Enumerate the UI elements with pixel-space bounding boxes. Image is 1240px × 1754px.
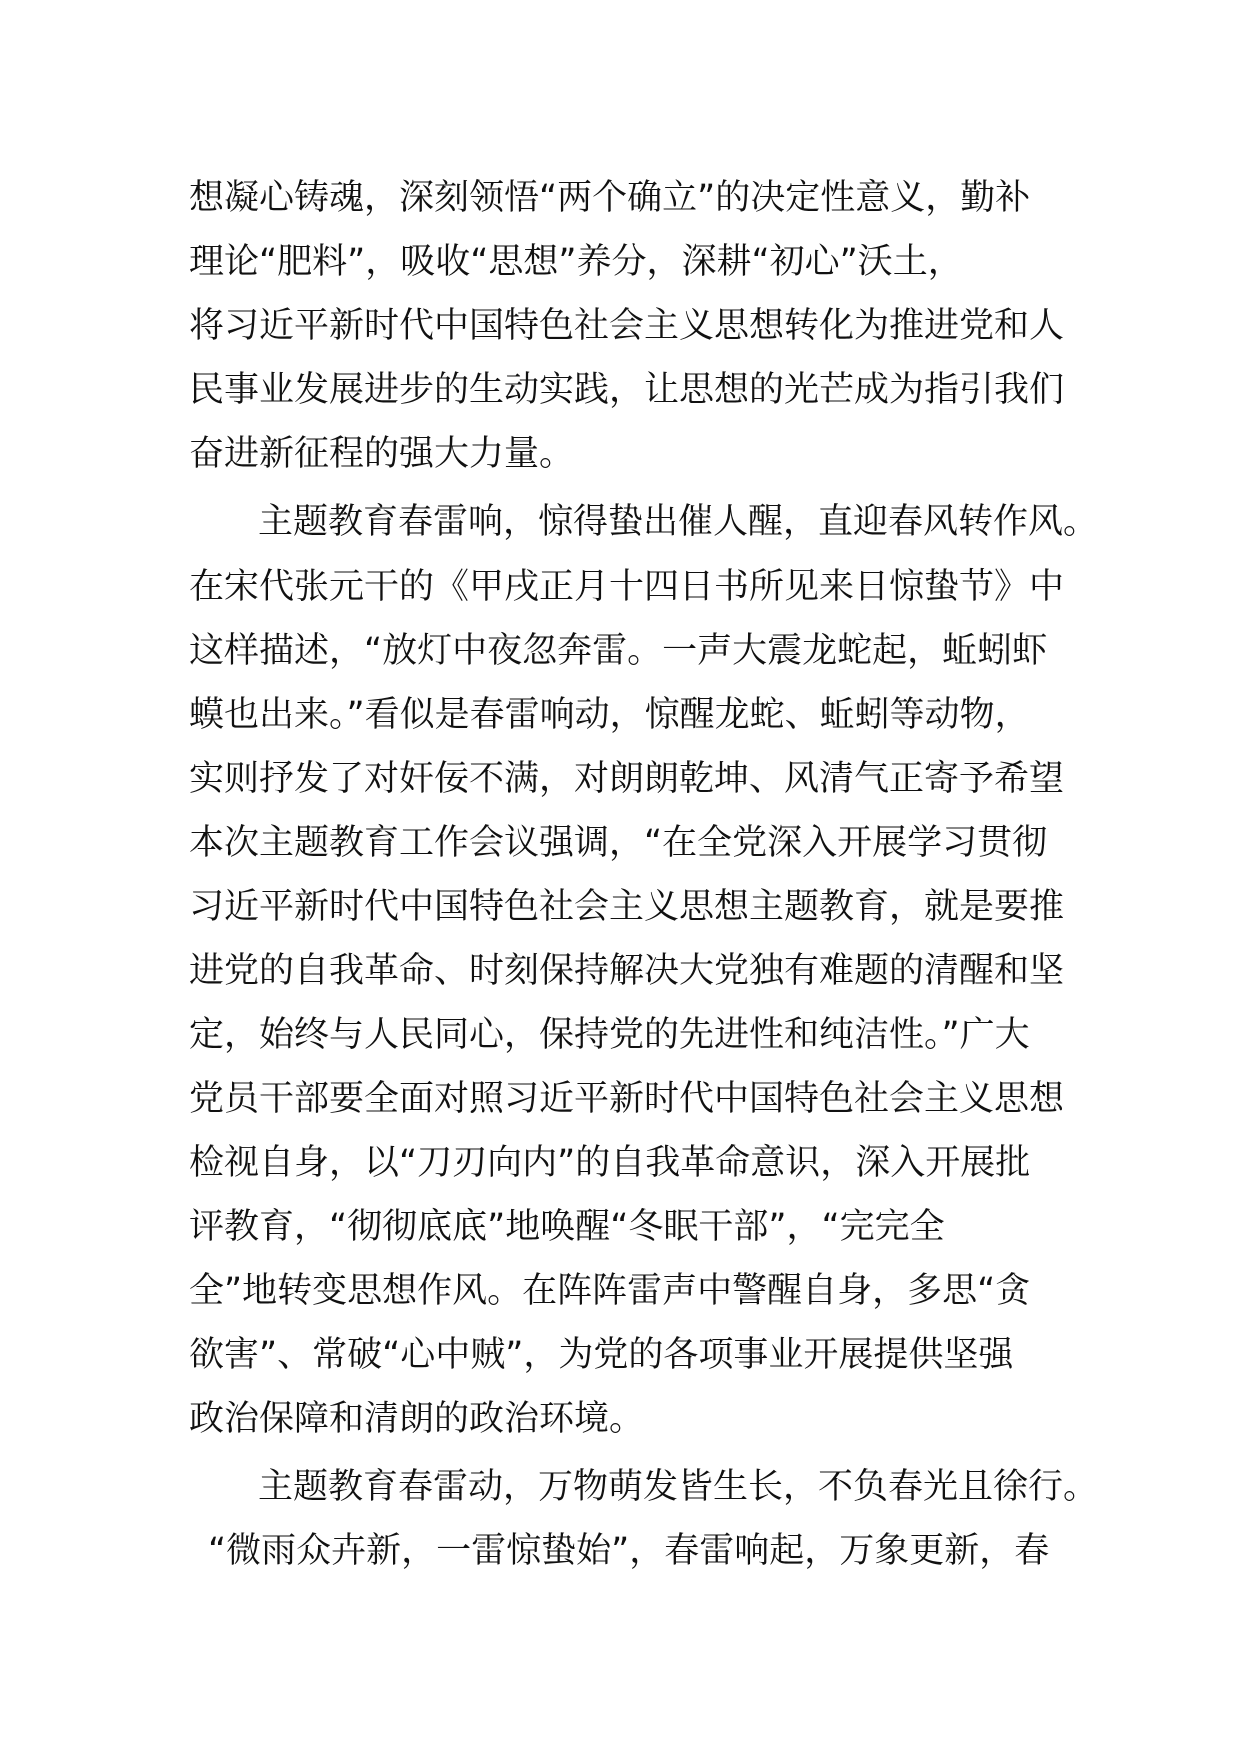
text-line: 检视自身，以“刀刃向内”的自我革命意识，深入开展批	[189, 1143, 1031, 1183]
text-line: 党员干部要全面对照习近平新时代中国特色社会主义思想	[189, 1079, 1065, 1119]
text-line: 民事业发展进步的生动实践，让思想的光芒成为指引我们	[189, 370, 1065, 410]
paragraph-first-line: 主题教育春雷动，万物萌发皆生长，不负春光且徐行。	[258, 1467, 1099, 1507]
text-line: 理论“肥料”，吸收“思想”养分，深耕“初心”沃土，	[189, 242, 963, 282]
text-line: 欲害”、常破“心中贼”，为党的各项事业开展提供坚强	[189, 1335, 1014, 1375]
text-line: 政治保障和清朗的政治环境。	[189, 1399, 645, 1439]
paragraph-first-line: 主题教育春雷响，惊得蛰出催人醒，直迎春风转作风。	[258, 502, 1099, 542]
text-line: 评教育，“彻彻底底”地唤醒“冬眠干部”，“完完全	[189, 1207, 945, 1247]
text-line: 定，始终与人民同心，保持党的先进性和纯洁性。”广大	[189, 1015, 1030, 1055]
text-line: 习近平新时代中国特色社会主义思想主题教育，就是要推	[189, 887, 1065, 927]
text-line: 奋进新征程的强大力量。	[189, 434, 575, 474]
text-line: 本次主题教育工作会议强调，“在全党深入开展学习贯彻	[189, 823, 1048, 863]
text-line: 蟆也出来。”看似是春雷响动，惊醒龙蛇、蚯蚓等动物，	[189, 695, 1030, 735]
text-line: 想凝心铸魂，深刻领悟“两个确立”的决定性意义，勤补	[189, 178, 1031, 218]
text-line: 全”地转变思想作风。在阵阵雷声中警醒自身，多思“贪	[189, 1271, 1031, 1311]
text-line: 将习近平新时代中国特色社会主义思想转化为推进党和人	[189, 306, 1065, 346]
text-line: 在宋代张元干的《甲戌正月十四日书所见来日惊蛰节》中	[189, 567, 1065, 607]
text-line: 实则抒发了对奸佞不满，对朗朗乾坤、风清气正寄予希望	[189, 759, 1065, 799]
text-line: 这样描述，“放灯中夜忽奔雷。一声大震龙蛇起，蚯蚓虾	[189, 631, 1048, 671]
text-line: “微雨众卉新，一雷惊蛰始”，春雷响起，万象更新，春	[208, 1531, 1050, 1571]
text-line: 进党的自我革命、时刻保持解决大党独有难题的清醒和坚	[189, 951, 1065, 991]
